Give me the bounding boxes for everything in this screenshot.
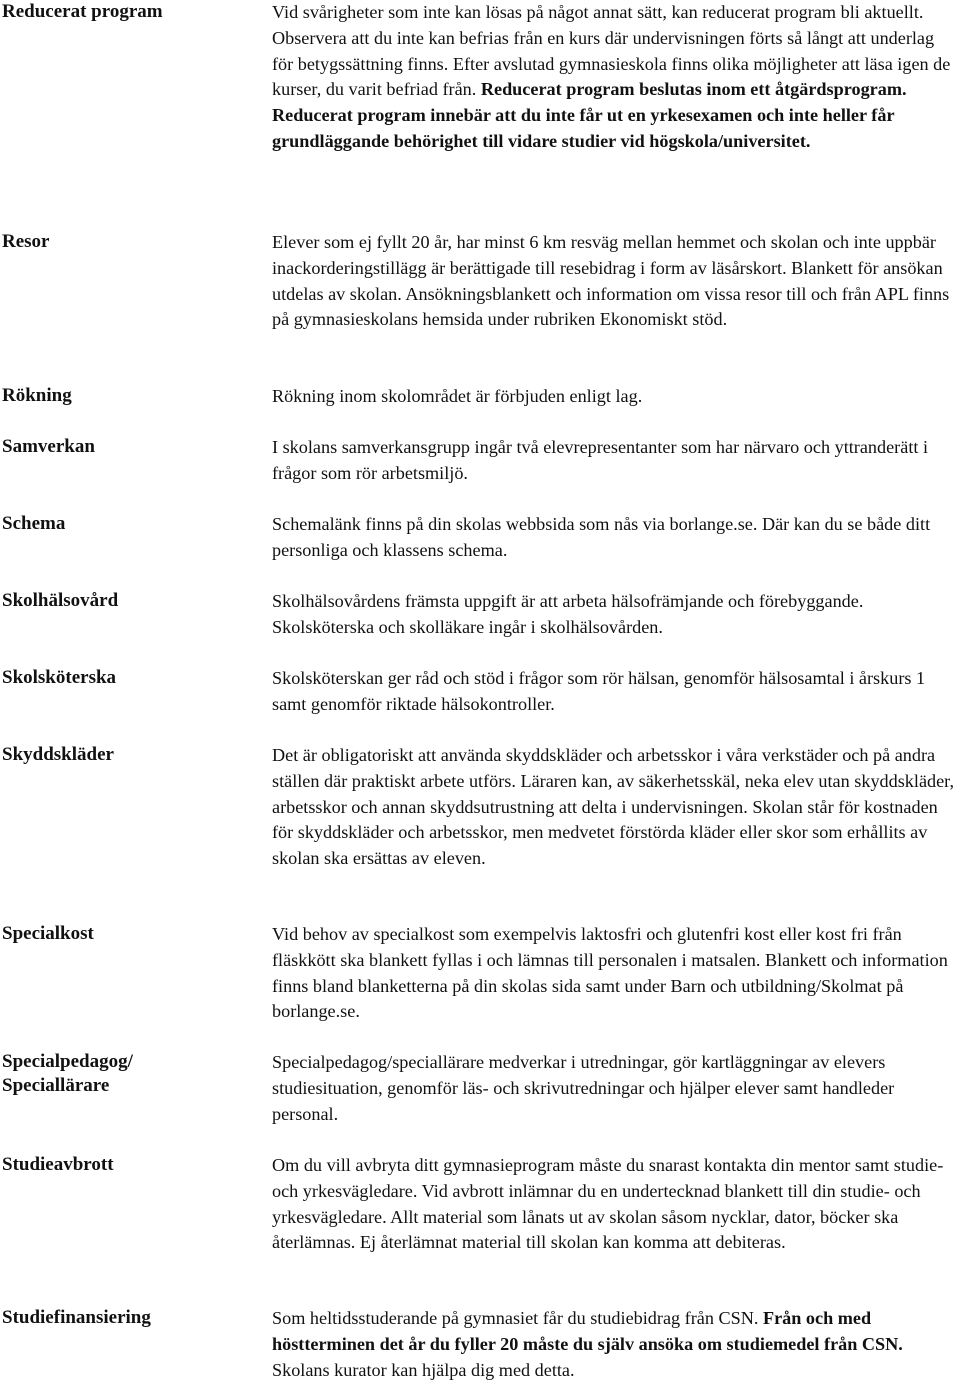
- description-text: I skolans samverkansgrupp ingår två elevrepresentanter som har närvaro och yttranderätt i frågor som rör arbetsmiljö.: [272, 437, 929, 483]
- term-description: [272, 0, 958, 155]
- term-heading: Skolhälsovård: [2, 590, 119, 611]
- term-heading: Studiefinansiering: [2, 1307, 151, 1328]
- term-heading: Resor: [2, 231, 50, 252]
- term-heading: Specialpedagog/ Speciallärare: [2, 1051, 133, 1096]
- term-description: [272, 384, 958, 410]
- description-text: Det är obligatoriskt att använda skyddskläder och arbetsskor i våra verkstäder och på andra ställen där praktiskt arbete utförs. Läraren kan, av säkerhetsskäl, neka elev utan skyddskläder, arbetsskor och annan skyddsutrustning att delta i undervisningen. Skolan står för kostnaden för skyddskläder och arbetsskor, men medvetet förstörda kläder eller skor som erhållits av skolan ska ersättas av eleven.: [272, 745, 955, 869]
- term-heading: Samverkan: [2, 436, 95, 457]
- term-heading: Schema: [2, 513, 66, 534]
- term-description: [272, 589, 958, 641]
- term-heading: Specialkost: [2, 923, 94, 944]
- term-heading: Skyddskläder: [2, 744, 114, 765]
- description-text: Rökning inom skolområdet är förbjuden enligt lag.: [272, 386, 643, 406]
- term-description: [272, 1153, 958, 1256]
- term-description: [272, 1050, 958, 1127]
- description-text: Elever som ej fyllt 20 år, har minst 6 km resväg mellan hemmet och skolan och inte uppbär inackorderingstillägg är berättigade till resebidrag i form av läsårskort. Blankett för ansökan utdelas av skolan. Ansökningsblankett och information om vissa resor till och från APL finns på gymnasieskolans hemsida under rubriken Ekonomiskt stöd.: [272, 232, 950, 330]
- description-text: Om du vill avbryta ditt gymnasieprogram måste du snarast kontakta din mentor samt studie- och yrkesvägledare. Vid avbrott inlämnar du en undertecknad blankett till din studie- och yrkesvägledare. Allt material som lånats ut av skolan såsom nycklar, dator, böcker ska återlämnas. Ej återlämnat material till skolan kan komma att debiteras.: [272, 1155, 944, 1253]
- description-text: Som heltidsstuderande på gymnasiet får du studiebidrag från CSN.: [272, 1308, 763, 1328]
- description-text: Specialpedagog/speciallärare medverkar i utredningar, gör kartläggningar av elevers studiesituation, genomför läs- och skrivutredningar och hjälper elever samt handleder personal.: [272, 1052, 895, 1124]
- term-description: [272, 512, 958, 564]
- term-heading: Rökning: [2, 385, 72, 406]
- term-description: [272, 1306, 958, 1383]
- term-heading: Skolsköterska: [2, 667, 117, 688]
- description-text: Vid behov av specialkost som exempelvis laktosfri och glutenfri kost eller kost fri från fläskkött ska blankett fyllas i och lämnas till personalen i matsalen. Blankett och information finns bland blanketterna på din skolas sida samt under Barn och utbildning/Skolmat på borlange.se.: [272, 924, 948, 1022]
- description-text: Schemalänk finns på din skolas webbsida som nås via borlange.se. Där kan du se både ditt personliga och klassens schema.: [272, 514, 931, 560]
- term-description: [272, 743, 958, 872]
- description-text-bold: Från och med höstterminen det år du fyller 20 måste du själv ansöka om studiemedel från CSN.: [272, 1308, 903, 1354]
- term-description: [272, 435, 958, 487]
- term-description: [272, 230, 958, 333]
- description-text: Skolsköterskan ger råd och stöd i frågor som rör hälsan, genomför hälsosamtal i årskurs 1 samt genomför riktade hälsokontroller.: [272, 668, 926, 714]
- term-heading: Studieavbrott: [2, 1154, 114, 1175]
- description-text: Skolhälsovårdens främsta uppgift är att arbeta hälsofrämjande och förebyggande. Skolsköterska och skolläkare ingår i skolhälsovården.: [272, 591, 864, 637]
- term-description: [272, 666, 958, 718]
- description-text: Vid svårigheter som inte kan lösas på något annat sätt, kan reducerat program bli aktuellt. Observera att du inte kan befrias från en kurs där undervisningen förts så långt att underlag för betygssättning finns. Efter avslutad gymnasieskola finns olika möjligheter att läsa igen de kurser, du varit befriad från.: [272, 2, 951, 100]
- description-text-bold: Reducerat program beslutas inom ett åtgärdsprogram. Reducerat program innebär att du inte får ut en yrkesexamen och inte heller får grundläggande behörighet till vidare studier vid högskola/universitet.: [272, 79, 907, 151]
- description-text: Skolans kurator kan hjälpa dig med detta.: [272, 1359, 575, 1380]
- term-heading: Reducerat program: [2, 1, 163, 22]
- term-description: [272, 922, 958, 1025]
